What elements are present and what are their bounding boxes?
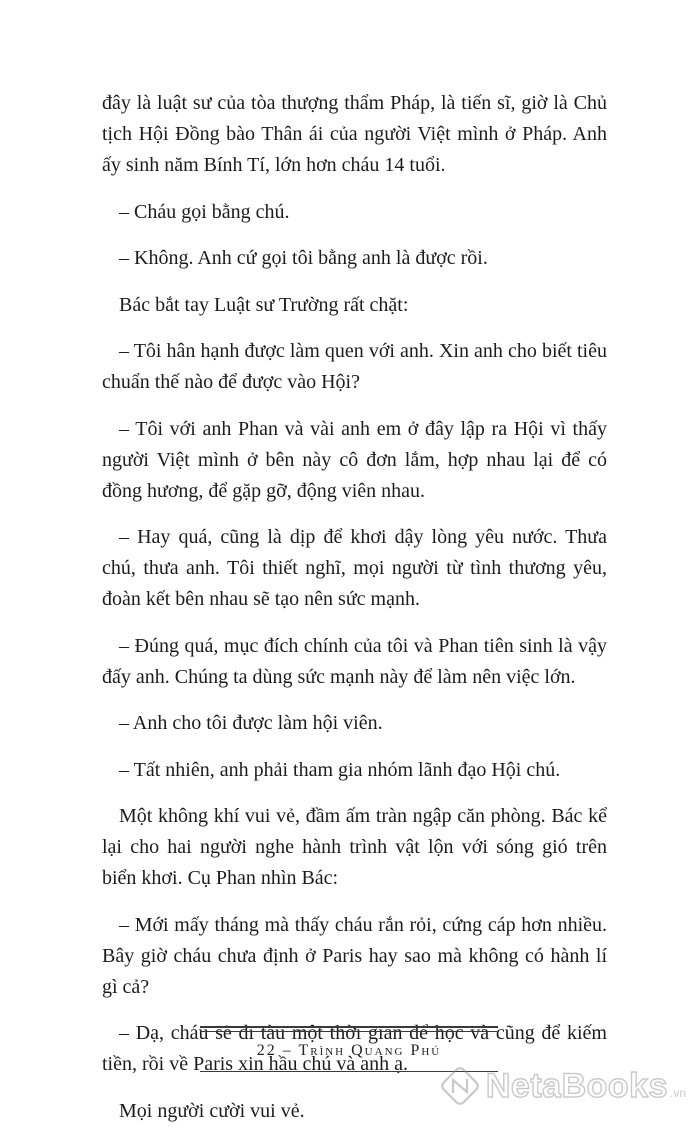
paragraph: – Đúng quá, mục đích chính của tôi và Phan tiên sinh là vậy đấy anh. Chúng ta dùng sức mạnh này để làm nên việc lớn. <box>102 634 607 688</box>
paragraph: đây là luật sư của tòa thượng thẩm Pháp, là tiến sĩ, giờ là Chủ tịch Hội Đồng bào Thân ái của người Việt mình ở Pháp. Anh ấy sinh năm Bính Tí, lớn hơn cháu 14 tuổi. <box>102 92 607 176</box>
watermark-brand: NetaBooks <box>485 1066 668 1105</box>
paragraph: – Không. Anh cứ gọi tôi bằng anh là được rồi. <box>119 247 488 269</box>
page-folio: 22 – Trình Quang Phú <box>256 1042 442 1059</box>
page-body <box>102 88 607 1142</box>
netabooks-logo-icon <box>440 1066 480 1106</box>
paragraph: – Mới mấy tháng mà thấy cháu rắn rỏi, cứng cáp hơn nhiều. Bây giờ cháu chưa định ở Paris hay sao mà không có hành lí gì cả? <box>102 913 607 998</box>
paragraph: – Cháu gọi bằng chú. <box>119 200 290 223</box>
paragraph: Một không khí vui vẻ, đầm ấm tràn ngập căn phòng. Bác kể lại cho hai người nghe hành trình vật lộn với sóng gió trên biển khơi. Cụ Phan nhìn Bác: <box>102 805 607 889</box>
paragraph: – Hay quá, cũng là dịp để khơi dậy lòng yêu nước. Thưa chú, thưa anh. Tôi thiết nghĩ, mọi người từ tình thương yêu, đoàn kết bên nhau sẽ tạo nên sức mạnh. <box>102 526 607 610</box>
watermark <box>440 1066 686 1106</box>
paragraph: Mọi người cười vui vẻ. <box>119 1099 305 1122</box>
paragraph: – Dạ, cháu sẽ đi tàu một thời gian để học và cũng để kiếm tiền, rồi về Paris xin hầu chú và anh ạ. <box>102 1022 607 1075</box>
paragraph: – Anh cho tôi được làm hội viên. <box>119 712 383 734</box>
footer-rule-double <box>200 1026 498 1028</box>
paragraph: – Tôi với anh Phan và vài anh em ở đây lập ra Hội vì thấy người Việt mình ở bên này cô đơn lắm, hợp nhau lại để có đồng hương, để gặp gỡ, động viên nhau. <box>102 417 607 502</box>
footer-rule-thin <box>200 1031 498 1032</box>
watermark-suffix: .vn <box>669 1086 686 1100</box>
paragraph: – Tôi hân hạnh được làm quen với anh. Xin anh cho biết tiêu chuẩn thế nào để được vào Hội? <box>102 340 607 393</box>
paragraph: – Tất nhiên, anh phải tham gia nhóm lãnh đạo Hội chú. <box>119 758 561 781</box>
paragraph: Bác bắt tay Luật sư Trường rất chặt: <box>119 293 409 316</box>
